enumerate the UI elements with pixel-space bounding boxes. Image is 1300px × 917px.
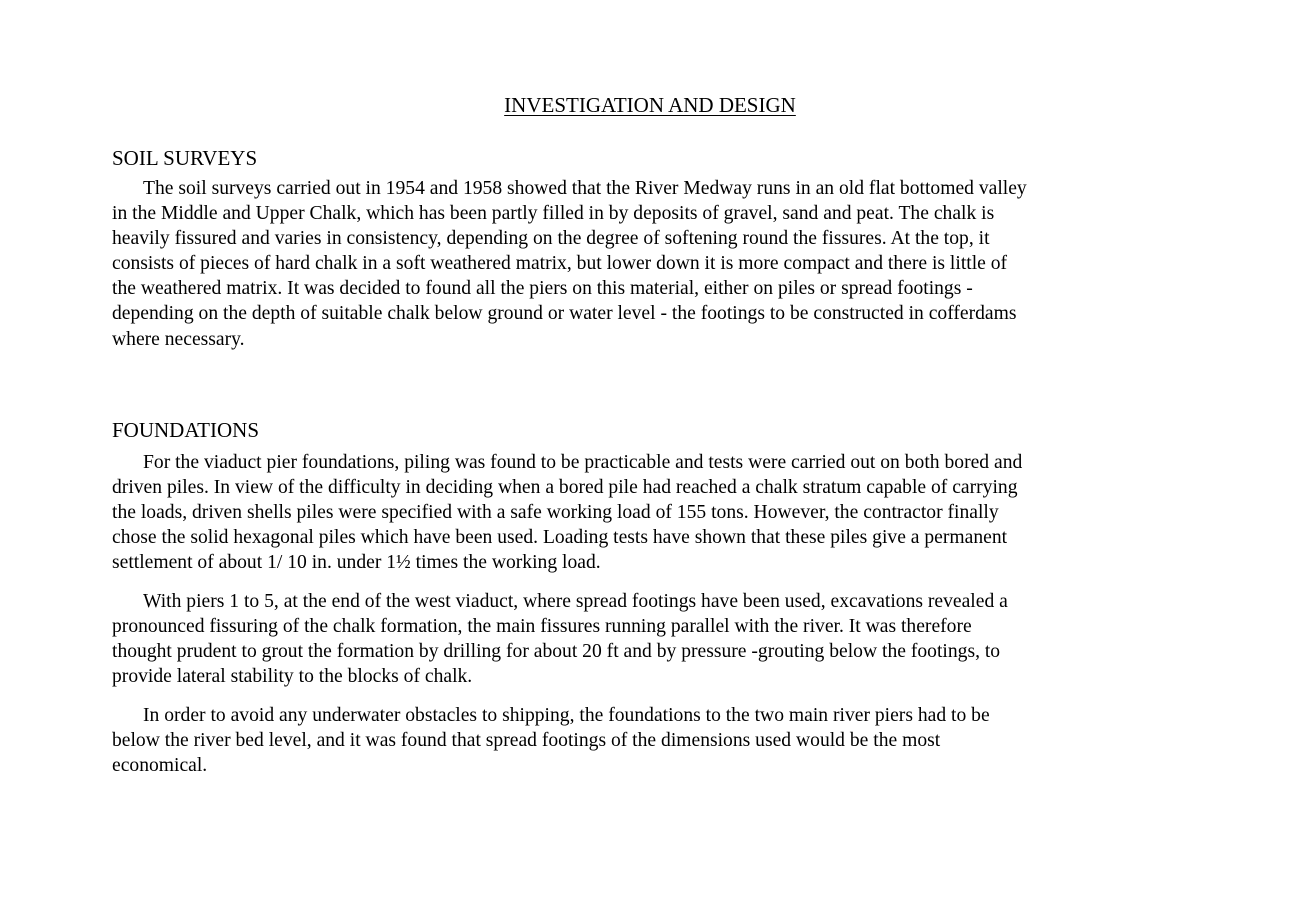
paragraph-soil-surveys [112, 176, 1187, 352]
text-line: heavily fissured and varies in consistency, depending on the degree of softening round the fissures. At the top, it [112, 228, 990, 250]
text-line: pronounced fissuring of the chalk formation, the main fissures running parallel with the river. It was therefore [112, 616, 972, 638]
text-line: For the viaduct pier foundations, piling was found to be practicable and tests were carried out on both bored and [143, 452, 1023, 473]
text-line: below the river bed level, and it was found that spread footings of the dimensions used would be the most [112, 730, 941, 752]
text-line: chose the solid hexagonal piles which have been used. Loading tests have shown that these piles give a permanent [112, 527, 1008, 549]
text-line: provide lateral stability to the blocks of chalk. [112, 666, 473, 688]
section-heading-soil-surveys: SOIL SURVEYS [112, 146, 258, 170]
text-line: the loads, driven shells piles were specified with a safe working load of 155 tons. However, the contractor finally [112, 502, 999, 524]
text-line: depending on the depth of suitable chalk below ground or water level - the footings to be constructed in cofferdams [112, 303, 1017, 325]
text-line: in the Middle and Upper Chalk, which has been partly filled in by deposits of gravel, sand and peat. The chalk is [112, 203, 995, 225]
text-line: consists of pieces of hard chalk in a soft weathered matrix, but lower down it is more compact and there is little of [112, 253, 1008, 275]
text-line: In order to avoid any underwater obstacles to shipping, the foundations to the two main river piers had to be [143, 705, 990, 726]
text-line: driven piles. In view of the difficulty in deciding when a bored pile had reached a chalk stratum capable of carrying [112, 477, 1018, 499]
text-line: economical. [112, 755, 208, 777]
paragraph-foundations-river-piers [112, 703, 1187, 778]
text-line: the weathered matrix. It was decided to found all the piers on this material, either on piles or spread footings - [112, 278, 973, 300]
paragraph-foundations-piling [112, 450, 1187, 575]
text-line: thought prudent to grout the formation by drilling for about 20 ft and by pressure -grouting below the footings, to [112, 641, 1001, 663]
text-line: The soil surveys carried out in 1954 and 1958 showed that the River Medway runs in an old flat bottomed valley [143, 178, 1027, 199]
text-line: With piers 1 to 5, at the end of the west viaduct, where spread footings have been used, excavations revealed a [143, 591, 1008, 612]
section-heading-foundations: FOUNDATIONS [112, 418, 260, 442]
document-title-text: INVESTIGATION AND DESIGN [504, 93, 796, 117]
text-line: settlement of about 1/ 10 in. under 1½ times the working load. [112, 552, 601, 574]
document-title [0, 91, 1300, 119]
paragraph-foundations-grouting [112, 589, 1187, 689]
text-line: where necessary. [112, 328, 245, 350]
